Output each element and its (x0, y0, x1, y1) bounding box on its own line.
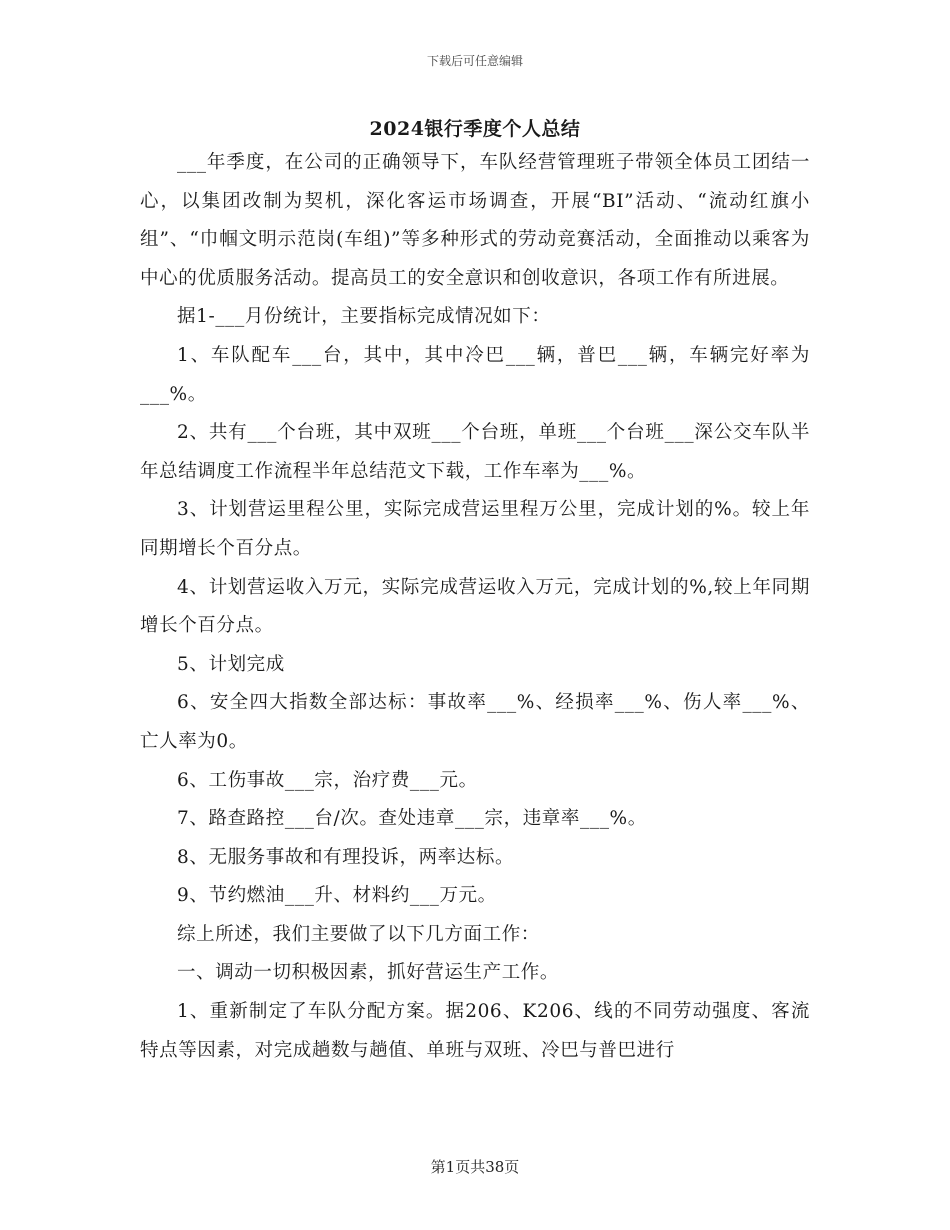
paragraph-item-8: 8、无服务事故和有理投诉，两率达标。 (177, 846, 515, 868)
paragraph-intro: ___年季度，在公司的正确领导下，车队经营管理班子带领全体员工团结一心，以集团改制为契机，深化客运市场调查，开展“BI”活动、“流动红旗小组”、“巾帼文明示范岗(车组)”等多种形式的劳动竞赛活动，全面推动以乘客为中心的优质服务活动。提高员工的安全意识和创收意识，各项工作有所进展。 (140, 152, 810, 289)
paragraph-item-2: 2、共有___个台班，其中双班___个台班，单班___个台班___深公交车队半年总结调度工作流程半年总结范文下载，工作车率为___%。 (140, 422, 810, 482)
paragraph-item-6-safety: 6、安全四大指数全部达标：事故率___%、经损率___%、伤人率___%、亡人率为0。 (140, 692, 810, 752)
paragraph-item-6-injury: 6、工伤事故___宗，治疗费___元。 (177, 769, 478, 791)
paragraph-section-1-item-1: 1、重新制定了车队分配方案。据206、K206、线的不同劳动强度、客流特点等因素，对完成趟数与趟值、单班与双班、冷巴与普巴进行 (140, 1001, 810, 1061)
page-number: 第1页共38页 (430, 1158, 520, 1176)
page-header-note: 下载后可任意编辑 (426, 54, 523, 68)
document-title: 2024银行季度个人总结 (369, 118, 581, 140)
document-body (140, 144, 810, 1070)
paragraph-summary-lead: 综上所述，我们主要做了以下几方面工作： (177, 923, 540, 945)
paragraph-item-4: 4、计划营运收入万元，实际完成营运收入万元，完成计划的%,较上年同期增长个百分点。 (140, 576, 810, 637)
paragraph-section-1-heading: 一、调动一切积极因素，抓好营运生产工作。 (177, 962, 560, 984)
paragraph-item-7: 7、路查路控___台/次。查处违章___宗，违章率___%。 (177, 808, 647, 830)
paragraph-stats-lead: 据1-___月份统计，主要指标完成情况如下： (177, 306, 551, 328)
paragraph-item-5: 5、计划完成 (177, 653, 285, 675)
paragraph-item-1: 1、车队配车___台，其中，其中冷巴___辆，普巴___辆，车辆完好率为___%。 (140, 344, 810, 405)
paragraph-item-3: 3、计划营运里程公里，实际完成营运里程万公里，完成计划的%。较上年同期增长个百分点。 (140, 499, 810, 559)
paragraph-item-9: 9、节约燃油___升、材料约___万元。 (177, 885, 497, 907)
